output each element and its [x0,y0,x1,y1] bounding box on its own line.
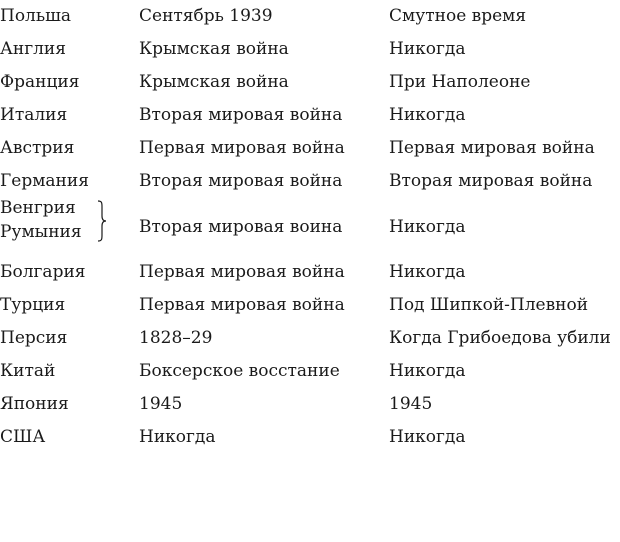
country-cell: Австрия [0,138,75,158]
table-row [0,388,620,421]
second-war-cell: Никогда [389,39,466,59]
second-war-cell: Никогда [389,217,466,237]
second-war-cell: Никогда [389,361,466,381]
first-war-cell: Сентябрь 1939 [139,6,273,26]
table-row [0,289,620,322]
first-war-cell: Боксерское восстание [139,361,340,381]
country-cell: Персия [0,328,68,348]
second-war-cell: Когда Грибоедова убили [389,328,611,348]
first-war-cell: Крымская война [139,72,289,92]
second-war-cell: Под Шипкой-Плевной [389,295,589,315]
table-row [0,256,620,289]
country-cell: Япония [0,394,69,414]
first-war-cell: 1945 [139,394,183,414]
country-cell: Италия [0,105,68,125]
second-war-cell: Никогда [389,105,466,125]
second-war-cell: При Наполеоне [389,72,531,92]
country-cell: Германия [0,171,89,191]
table-row [0,165,620,198]
first-war-cell: Первая мировая война [139,295,345,315]
country-group [0,198,100,256]
country-cell: Англия [0,39,66,59]
country-cell: США [0,427,46,447]
table-row [0,33,620,66]
right-brace-icon [96,200,108,242]
country-cell: Польша [0,6,72,26]
table-row [0,66,620,99]
first-war-cell: Крымская война [139,39,289,59]
first-war-cell: 1828–29 [139,328,213,348]
second-war-cell: Никогда [389,262,466,282]
country-cell: Болгария [0,262,86,282]
country-cell: Китай [0,361,56,381]
table-row [0,421,620,454]
table-row [0,355,620,388]
table-row [0,0,620,33]
second-war-cell: Первая мировая война [389,138,595,158]
country-name: Румыния [0,222,82,242]
table-row [0,322,620,355]
first-war-cell: Вторая мировая воина [139,217,343,237]
table-row-grouped [0,198,620,256]
second-war-cell: Никогда [389,427,466,447]
second-war-cell: Вторая мировая война [389,171,593,191]
table-row [0,99,620,132]
country-cell: Франция [0,72,80,92]
country-cell: Турция [0,295,66,315]
country-group-cell [0,198,130,256]
first-war-cell: Первая мировая война [139,138,345,158]
country-name: Венгрия [0,198,76,218]
first-war-cell: Никогда [139,427,216,447]
table-row [0,132,620,165]
first-war-cell: Первая мировая война [139,262,345,282]
first-war-cell: Вторая мировая война [139,171,343,191]
first-war-cell: Вторая мировая война [139,105,343,125]
second-war-cell: 1945 [389,394,433,414]
second-war-cell: Смутное время [389,6,527,26]
